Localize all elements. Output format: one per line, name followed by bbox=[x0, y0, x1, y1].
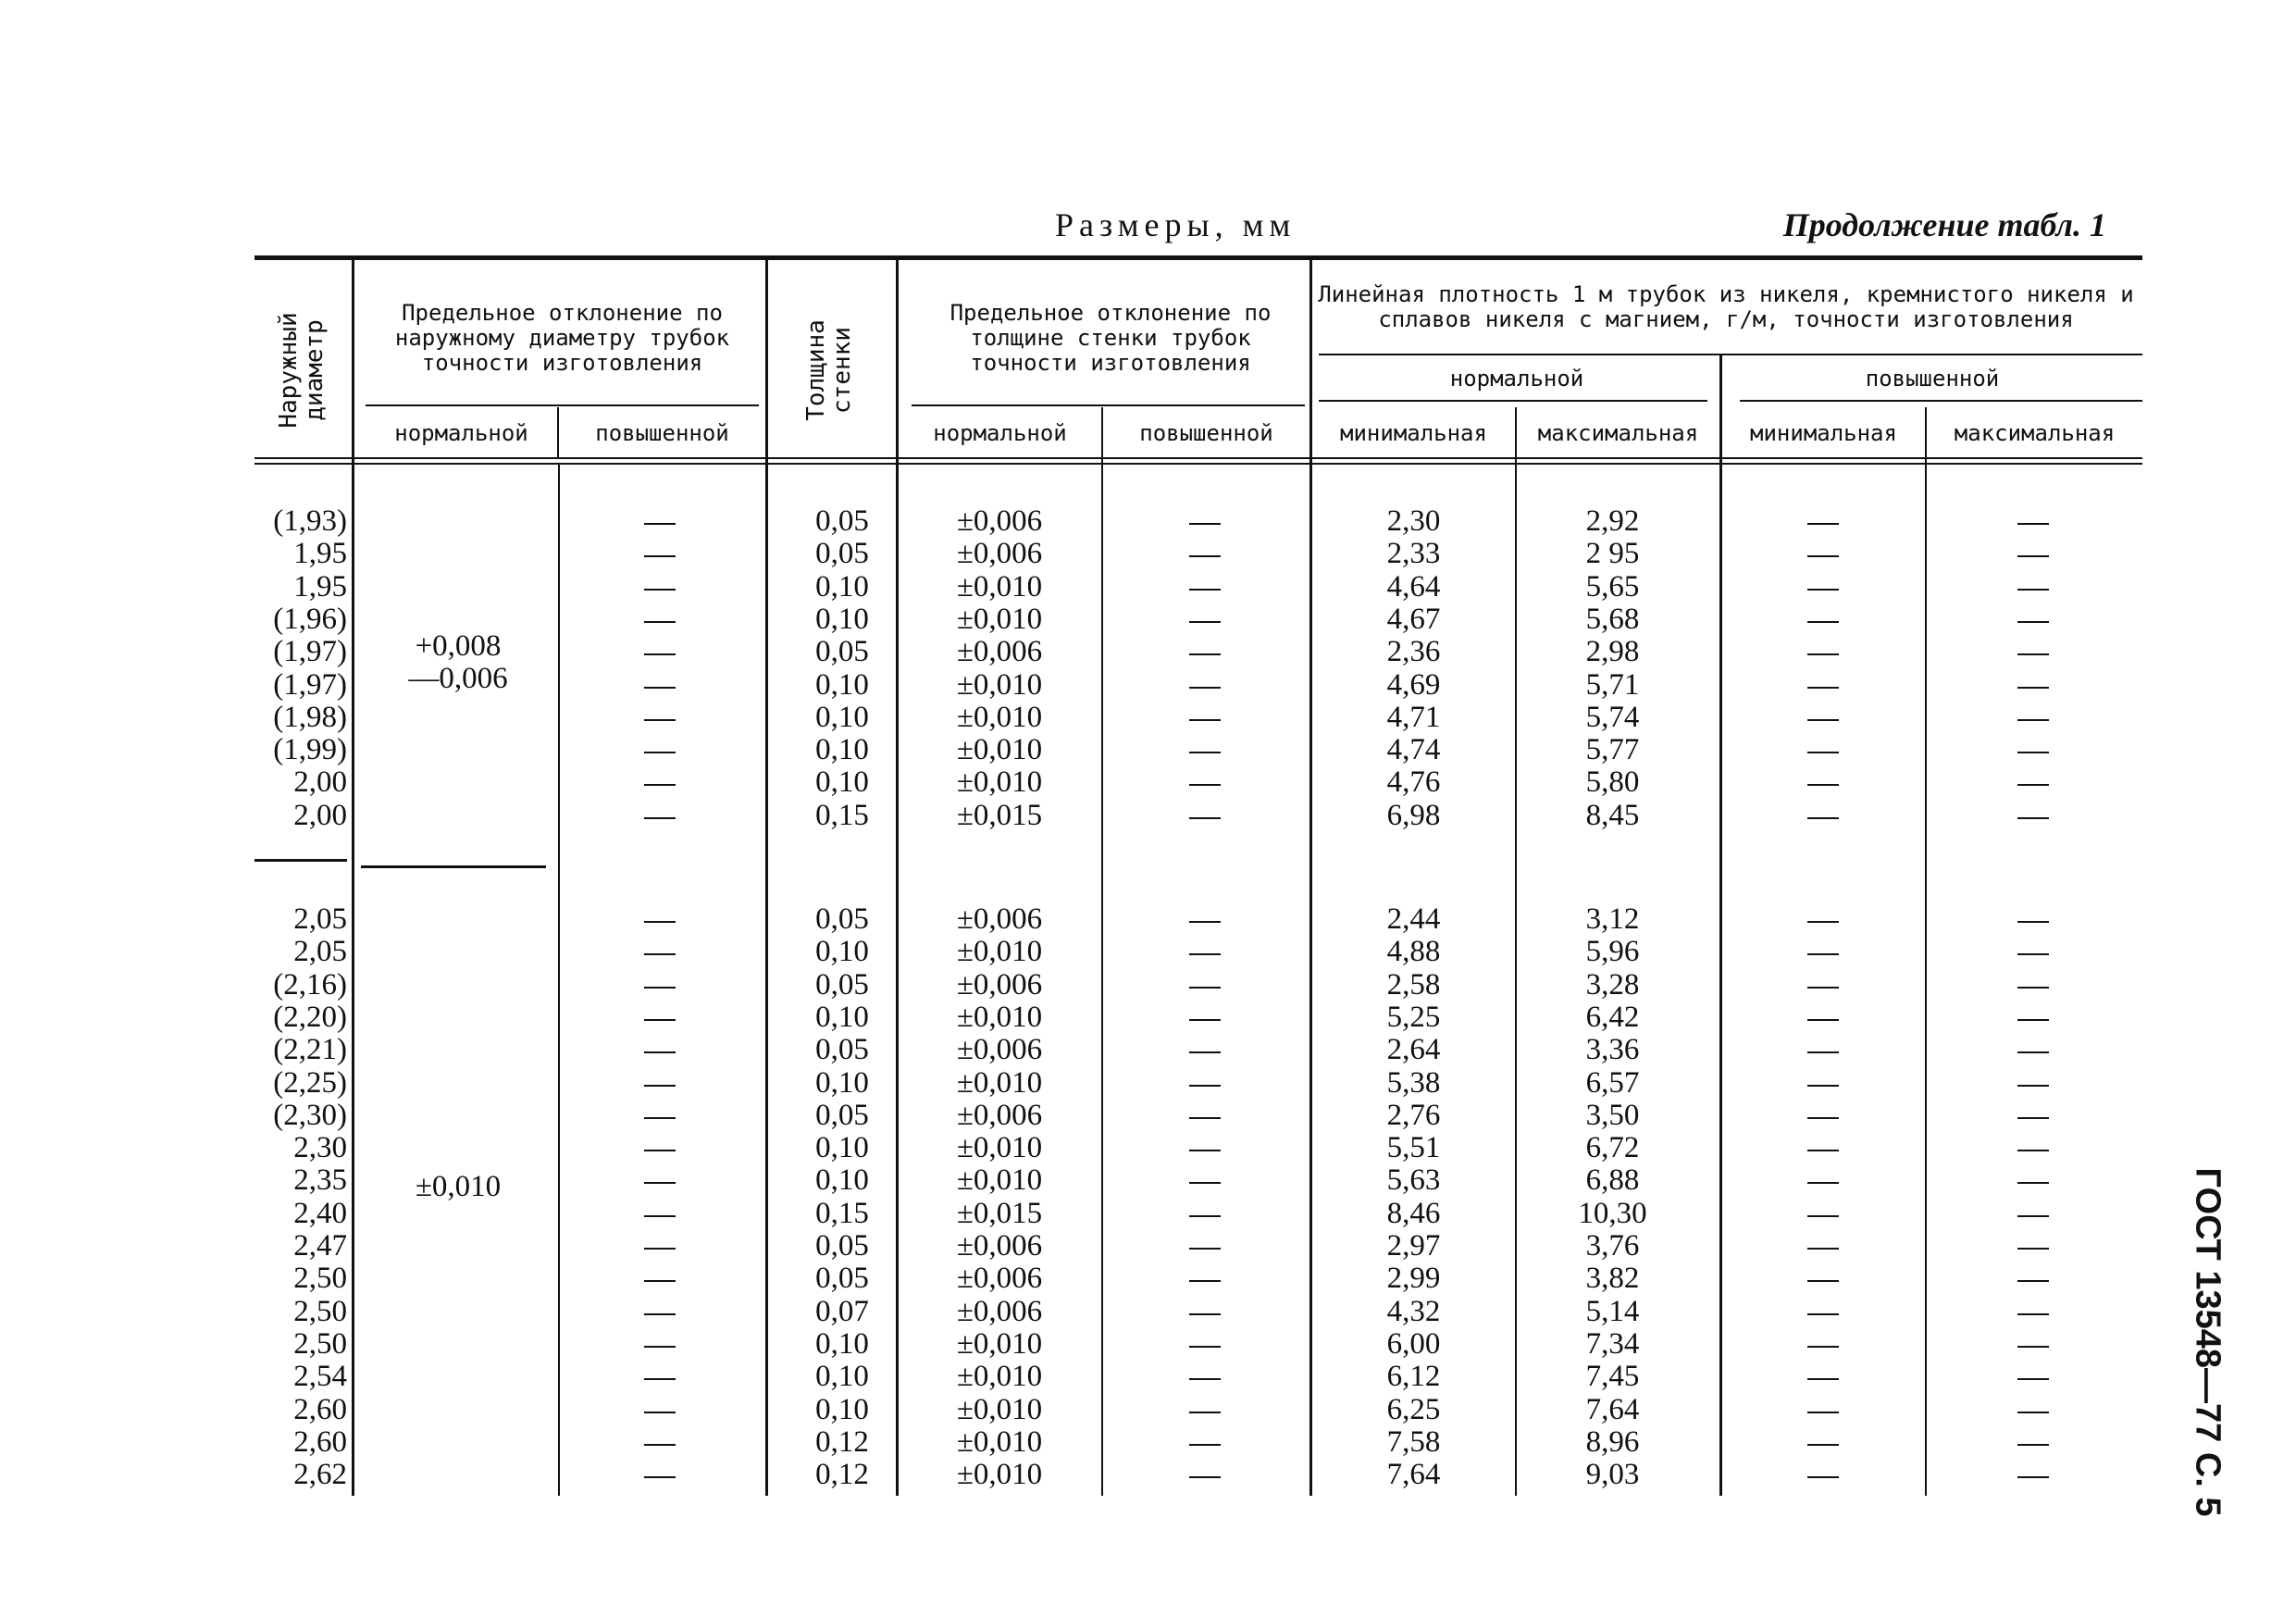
col-divider-dens-high-max bbox=[1925, 407, 1927, 1496]
header-density: Линейная плотность 1 м трубок из никеля, кремнистого никеля и сплавов никеля с магнием, г/м, точности изготовления bbox=[1318, 281, 2134, 332]
density-high-min-dash bbox=[1807, 1085, 1839, 1087]
density-normal-max-cell: 8,45 bbox=[1585, 798, 1640, 832]
wall-high-dash bbox=[1189, 653, 1221, 655]
wall-high-dash bbox=[1189, 817, 1221, 819]
density-high-min-dash bbox=[1807, 1117, 1839, 1119]
density-normal-min-cell: 6,25 bbox=[1386, 1392, 1441, 1426]
density-normal-max-cell: 5,68 bbox=[1585, 602, 1640, 636]
wall-deviation-cell: ±0,006 bbox=[956, 537, 1043, 571]
diameter-cell: 2,62 bbox=[293, 1458, 347, 1492]
density-normal-max-cell: 7,64 bbox=[1585, 1392, 1640, 1426]
side-page-label bbox=[2179, 1167, 2235, 1517]
diameter-cell: (1,97) bbox=[273, 635, 347, 669]
density-normal-min-cell: 2,64 bbox=[1386, 1033, 1441, 1067]
diameter-cell: 2,54 bbox=[293, 1360, 347, 1394]
density-high-min-dash bbox=[1807, 555, 1839, 557]
header-dens-normal-max: максимальная bbox=[1537, 419, 1699, 446]
density-high-min-dash bbox=[1807, 621, 1839, 623]
wall-high-dash bbox=[1189, 1085, 1221, 1087]
density-group-rule bbox=[1319, 354, 2142, 355]
density-high-max-dash bbox=[2017, 1444, 2049, 1446]
density-normal-min-cell: 8,46 bbox=[1386, 1196, 1441, 1230]
diameter-cell: 2,50 bbox=[293, 1326, 347, 1361]
diameter-cell: (2,21) bbox=[273, 1033, 347, 1067]
dens-high-rule bbox=[1740, 400, 2142, 402]
header-bottom-rule-1 bbox=[254, 457, 2142, 459]
density-high-min-dash bbox=[1807, 1280, 1839, 1282]
wall-cell: 0,05 bbox=[815, 1098, 869, 1132]
density-normal-max-cell: 6,57 bbox=[1585, 1065, 1640, 1100]
table-dimension-note: Размеры, мм bbox=[1055, 206, 1297, 243]
diameter-cell: (1,97) bbox=[273, 667, 347, 702]
wall-deviation-cell: ±0,006 bbox=[956, 1098, 1043, 1132]
density-normal-min-cell: 4,64 bbox=[1386, 569, 1441, 603]
density-high-min-dash bbox=[1807, 1444, 1839, 1446]
od-high-dash bbox=[644, 987, 676, 989]
density-normal-min-cell: 5,38 bbox=[1386, 1065, 1441, 1100]
od-high-dash bbox=[644, 719, 676, 721]
col-divider-od-high bbox=[558, 465, 560, 1496]
wall-high-dash bbox=[1189, 1051, 1221, 1053]
density-normal-min-cell: 6,12 bbox=[1386, 1360, 1441, 1394]
density-normal-max-cell: 5,96 bbox=[1585, 935, 1640, 969]
wall-high-dash bbox=[1189, 752, 1221, 753]
od-tolerance-group-1-line1: +0,008 bbox=[415, 629, 502, 663]
od-high-dash bbox=[644, 1476, 676, 1478]
diameter-cell: 2,60 bbox=[293, 1424, 347, 1459]
diameter-cell: 2,50 bbox=[293, 1294, 347, 1328]
density-high-max-dash bbox=[2017, 621, 2049, 623]
wall-cell: 0,10 bbox=[815, 667, 869, 702]
density-high-max-dash bbox=[2017, 1378, 2049, 1380]
density-normal-max-cell: 5,74 bbox=[1585, 700, 1640, 734]
od-high-dash bbox=[644, 1346, 676, 1348]
density-high-min-dash bbox=[1807, 1019, 1839, 1021]
od-high-dash bbox=[644, 1182, 676, 1184]
header-wall: Толщина стенки bbox=[802, 319, 856, 421]
diameter-cell: (1,93) bbox=[273, 504, 347, 538]
density-normal-max-cell: 3,12 bbox=[1585, 902, 1640, 936]
density-normal-max-cell: 6,88 bbox=[1585, 1163, 1640, 1198]
wall-cell: 0,10 bbox=[815, 1065, 869, 1100]
wall-cell: 0,05 bbox=[815, 967, 869, 1001]
density-high-max-dash bbox=[2017, 953, 2049, 955]
od-high-dash bbox=[644, 817, 676, 819]
density-normal-max-cell: 5,14 bbox=[1585, 1294, 1640, 1328]
density-high-max-dash bbox=[2017, 752, 2049, 753]
density-normal-min-cell: 7,64 bbox=[1386, 1458, 1441, 1492]
header-diameter: Наружный диаметр bbox=[275, 312, 329, 429]
col-divider-wall bbox=[765, 259, 768, 1496]
wall-deviation-cell: ±0,010 bbox=[956, 1000, 1043, 1034]
wall-high-dash bbox=[1189, 589, 1221, 591]
od-high-dash bbox=[644, 653, 676, 655]
od-high-dash bbox=[644, 784, 676, 786]
density-normal-max-cell: 5,80 bbox=[1585, 765, 1640, 800]
density-high-max-dash bbox=[2017, 1346, 2049, 1348]
density-normal-max-cell: 10,30 bbox=[1578, 1196, 1647, 1230]
diameter-cell: 2,00 bbox=[293, 798, 347, 832]
gost-page-number: ГОСТ 13548—77 С. 5 bbox=[2188, 1167, 2228, 1517]
col-divider-dens-high bbox=[1719, 354, 1722, 1496]
wall-high-dash bbox=[1189, 1346, 1221, 1348]
od-high-dash bbox=[644, 523, 676, 525]
wall-deviation-cell: ±0,010 bbox=[956, 733, 1043, 767]
wall-deviation-cell: ±0,010 bbox=[956, 1458, 1043, 1492]
density-normal-max-cell: 2,98 bbox=[1585, 635, 1640, 669]
density-high-min-dash bbox=[1807, 523, 1839, 525]
header-dens-normal-min: минимальная bbox=[1340, 419, 1487, 446]
density-high-min-dash bbox=[1807, 1150, 1839, 1151]
wall-deviation-cell: ±0,010 bbox=[956, 667, 1043, 702]
density-normal-min-cell: 5,25 bbox=[1386, 1000, 1441, 1034]
density-normal-min-cell: 4,67 bbox=[1386, 602, 1441, 636]
wall-high-dash bbox=[1189, 719, 1221, 721]
od-high-dash bbox=[644, 752, 676, 753]
density-high-min-dash bbox=[1807, 589, 1839, 591]
od-tolerance-group-2: ±0,010 bbox=[415, 1170, 502, 1203]
col-divider-diameter bbox=[352, 259, 354, 1496]
density-normal-max-cell: 7,34 bbox=[1585, 1326, 1640, 1361]
density-high-min-dash bbox=[1807, 752, 1839, 753]
density-high-max-dash bbox=[2017, 1313, 2049, 1315]
od-high-dash bbox=[644, 1378, 676, 1380]
density-normal-min-cell: 5,51 bbox=[1386, 1131, 1441, 1165]
wall-cell: 0,15 bbox=[815, 1196, 869, 1230]
wall-cell: 0,10 bbox=[815, 1326, 869, 1361]
header-bottom-rule-2 bbox=[254, 463, 2142, 465]
wall-high-dash bbox=[1189, 1444, 1221, 1446]
od-subheader-rule bbox=[366, 404, 759, 406]
wall-deviation-cell: ±0,006 bbox=[956, 1229, 1043, 1263]
density-high-max-dash bbox=[2017, 1248, 2049, 1250]
wall-high-dash bbox=[1189, 1280, 1221, 1282]
wall-deviation-cell: ±0,006 bbox=[956, 1294, 1043, 1328]
density-high-max-dash bbox=[2017, 719, 2049, 721]
header-dens-normal: нормальной bbox=[1449, 365, 1584, 392]
wall-cell: 0,10 bbox=[815, 733, 869, 767]
wall-cell: 0,10 bbox=[815, 935, 869, 969]
density-high-max-dash bbox=[2017, 653, 2049, 655]
density-high-max-dash bbox=[2017, 1215, 2049, 1217]
density-normal-max-cell: 8,96 bbox=[1585, 1424, 1640, 1459]
wall-high-dash bbox=[1189, 621, 1221, 623]
density-high-min-dash bbox=[1807, 921, 1839, 923]
diameter-cell: 2,05 bbox=[293, 902, 347, 936]
wall-deviation-cell: ±0,006 bbox=[956, 967, 1043, 1001]
density-high-max-dash bbox=[2017, 1019, 2049, 1021]
header-wall-high: повышенной bbox=[1139, 419, 1273, 446]
density-normal-max-cell: 3,50 bbox=[1585, 1098, 1640, 1132]
density-high-min-dash bbox=[1807, 1346, 1839, 1348]
od-high-dash bbox=[644, 1444, 676, 1446]
diameter-cell: 2,00 bbox=[293, 765, 347, 800]
group-separator-left bbox=[254, 859, 347, 862]
wall-high-dash bbox=[1189, 1117, 1221, 1119]
diameter-cell: 2,30 bbox=[293, 1131, 347, 1165]
od-high-dash bbox=[644, 921, 676, 923]
wall-deviation-cell: ±0,010 bbox=[956, 1424, 1043, 1459]
diameter-cell: (2,30) bbox=[273, 1098, 347, 1132]
density-normal-min-cell: 7,58 bbox=[1386, 1424, 1441, 1459]
density-normal-max-cell: 9,03 bbox=[1585, 1458, 1640, 1492]
density-high-min-dash bbox=[1807, 1248, 1839, 1250]
density-normal-max-cell: 5,71 bbox=[1585, 667, 1640, 702]
diameter-cell: 2,47 bbox=[293, 1229, 347, 1263]
wall-deviation-cell: ±0,010 bbox=[956, 569, 1043, 603]
density-high-min-dash bbox=[1807, 817, 1839, 819]
od-tolerance-group-1-line2: —0,006 bbox=[408, 662, 508, 695]
wall-high-dash bbox=[1189, 1412, 1221, 1413]
density-normal-max-cell: 3,36 bbox=[1585, 1033, 1640, 1067]
density-high-max-dash bbox=[2017, 555, 2049, 557]
density-high-min-dash bbox=[1807, 1051, 1839, 1053]
diameter-cell: 2,60 bbox=[293, 1392, 347, 1426]
wall-deviation-cell: ±0,010 bbox=[956, 1131, 1043, 1165]
wall-deviation-cell: ±0,010 bbox=[956, 1163, 1043, 1198]
wall-deviation-cell: ±0,010 bbox=[956, 1326, 1043, 1361]
group-separator-mid bbox=[361, 865, 546, 868]
density-high-max-dash bbox=[2017, 1182, 2049, 1184]
od-high-dash bbox=[644, 555, 676, 557]
wall-high-dash bbox=[1189, 1476, 1221, 1478]
density-high-min-dash bbox=[1807, 784, 1839, 786]
diameter-cell: 2,35 bbox=[293, 1163, 347, 1198]
density-high-min-dash bbox=[1807, 719, 1839, 721]
table-top-rule bbox=[254, 255, 2142, 260]
wall-deviation-cell: ±0,010 bbox=[956, 765, 1043, 800]
density-normal-min-cell: 2,36 bbox=[1386, 635, 1441, 669]
wall-cell: 0,05 bbox=[815, 504, 869, 538]
header-od-normal: нормальной bbox=[394, 419, 528, 446]
col-divider-wall-high bbox=[1101, 407, 1103, 1496]
density-normal-max-cell: 2 95 bbox=[1585, 537, 1640, 571]
wall-high-dash bbox=[1189, 1215, 1221, 1217]
density-high-max-dash bbox=[2017, 784, 2049, 786]
density-normal-max-cell: 3,28 bbox=[1585, 967, 1640, 1001]
wall-deviation-cell: ±0,006 bbox=[956, 1262, 1043, 1296]
density-high-max-dash bbox=[2017, 1476, 2049, 1478]
diameter-cell: (1,96) bbox=[273, 602, 347, 636]
density-high-max-dash bbox=[2017, 817, 2049, 819]
wall-subheader-rule bbox=[912, 404, 1305, 406]
header-wall-deviation: Предельное отклонение по толщине стенки трубок точности изготовления bbox=[949, 299, 1272, 376]
density-high-min-dash bbox=[1807, 1313, 1839, 1315]
density-high-max-dash bbox=[2017, 523, 2049, 525]
wall-deviation-cell: ±0,010 bbox=[956, 700, 1043, 734]
od-high-dash bbox=[644, 1019, 676, 1021]
od-high-dash bbox=[644, 1313, 676, 1315]
diameter-cell: (1,98) bbox=[273, 700, 347, 734]
od-high-dash bbox=[644, 1051, 676, 1053]
density-normal-min-cell: 4,74 bbox=[1386, 733, 1441, 767]
wall-cell: 0,05 bbox=[815, 635, 869, 669]
density-high-max-dash bbox=[2017, 921, 2049, 923]
od-high-dash bbox=[644, 687, 676, 689]
wall-cell: 0,15 bbox=[815, 798, 869, 832]
wall-cell: 0,05 bbox=[815, 1229, 869, 1263]
density-high-max-dash bbox=[2017, 1150, 2049, 1151]
density-normal-min-cell: 2,97 bbox=[1386, 1229, 1441, 1263]
od-high-dash bbox=[644, 1412, 676, 1413]
density-high-min-dash bbox=[1807, 987, 1839, 989]
wall-cell: 0,10 bbox=[815, 765, 869, 800]
wall-deviation-cell: ±0,010 bbox=[956, 1360, 1043, 1394]
od-high-dash bbox=[644, 589, 676, 591]
header-dens-high: повышенной bbox=[1865, 365, 2000, 392]
diameter-cell: 1,95 bbox=[293, 569, 347, 603]
wall-deviation-cell: ±0,010 bbox=[956, 935, 1043, 969]
od-high-dash bbox=[644, 1215, 676, 1217]
wall-cell: 0,10 bbox=[815, 1131, 869, 1165]
wall-cell: 0,10 bbox=[815, 602, 869, 636]
diameter-cell: 1,95 bbox=[293, 537, 347, 571]
wall-deviation-cell: ±0,006 bbox=[956, 902, 1043, 936]
wall-deviation-cell: ±0,010 bbox=[956, 1392, 1043, 1426]
density-normal-min-cell: 4,76 bbox=[1386, 765, 1441, 800]
wall-high-dash bbox=[1189, 687, 1221, 689]
wall-cell: 0,10 bbox=[815, 1360, 869, 1394]
density-high-max-dash bbox=[2017, 987, 2049, 989]
density-normal-min-cell: 2,33 bbox=[1386, 537, 1441, 571]
density-normal-min-cell: 2,44 bbox=[1386, 902, 1441, 936]
wall-cell: 0,10 bbox=[815, 569, 869, 603]
density-normal-max-cell: 6,72 bbox=[1585, 1131, 1640, 1165]
density-high-max-dash bbox=[2017, 1117, 2049, 1119]
diameter-cell: 2,40 bbox=[293, 1196, 347, 1230]
density-high-min-dash bbox=[1807, 1378, 1839, 1380]
density-normal-min-cell: 5,63 bbox=[1386, 1163, 1441, 1198]
wall-cell: 0,05 bbox=[815, 1262, 869, 1296]
od-high-dash bbox=[644, 953, 676, 955]
header-wall-normal: нормальной bbox=[933, 419, 1067, 446]
diameter-cell: (2,20) bbox=[273, 1000, 347, 1034]
wall-high-dash bbox=[1189, 784, 1221, 786]
header-dens-high-min: минимальная bbox=[1750, 419, 1897, 446]
density-normal-min-cell: 4,88 bbox=[1386, 935, 1441, 969]
wall-high-dash bbox=[1189, 1378, 1221, 1380]
diameter-cell: (2,25) bbox=[273, 1065, 347, 1100]
od-high-dash bbox=[644, 1085, 676, 1087]
density-normal-max-cell: 5,65 bbox=[1585, 569, 1640, 603]
density-high-min-dash bbox=[1807, 1412, 1839, 1413]
density-high-min-dash bbox=[1807, 653, 1839, 655]
density-high-max-dash bbox=[2017, 1051, 2049, 1053]
density-normal-max-cell: 2,92 bbox=[1585, 504, 1640, 538]
density-high-max-dash bbox=[2017, 1280, 2049, 1282]
table-continuation-label: Продолжение табл. 1 bbox=[1782, 206, 2106, 243]
density-high-max-dash bbox=[2017, 687, 2049, 689]
density-high-min-dash bbox=[1807, 953, 1839, 955]
density-high-max-dash bbox=[2017, 1412, 2049, 1413]
wall-deviation-cell: ±0,006 bbox=[956, 635, 1043, 669]
header-od-deviation: Предельное отклонение по наружному диаметру трубок точности изготовления bbox=[394, 299, 730, 376]
wall-deviation-cell: ±0,015 bbox=[956, 798, 1043, 832]
od-high-dash bbox=[644, 1280, 676, 1282]
diameter-cell: 2,50 bbox=[293, 1262, 347, 1296]
header-dens-high-max: максимальная bbox=[1954, 419, 2116, 446]
density-normal-min-cell: 6,00 bbox=[1386, 1326, 1441, 1361]
density-high-min-dash bbox=[1807, 1182, 1839, 1184]
wall-cell: 0,12 bbox=[815, 1424, 869, 1459]
wall-high-dash bbox=[1189, 987, 1221, 989]
wall-high-dash bbox=[1189, 1313, 1221, 1315]
wall-high-dash bbox=[1189, 523, 1221, 525]
density-normal-min-cell: 2,99 bbox=[1386, 1262, 1441, 1296]
diameter-cell: 2,05 bbox=[293, 935, 347, 969]
density-normal-min-cell: 6,98 bbox=[1386, 798, 1441, 832]
density-normal-min-cell: 2,30 bbox=[1386, 504, 1441, 538]
wall-deviation-cell: ±0,015 bbox=[956, 1196, 1043, 1230]
od-high-dash bbox=[644, 1150, 676, 1151]
density-high-min-dash bbox=[1807, 687, 1839, 689]
wall-high-dash bbox=[1189, 1019, 1221, 1021]
density-normal-min-cell: 2,76 bbox=[1386, 1098, 1441, 1132]
density-normal-max-cell: 3,76 bbox=[1585, 1229, 1640, 1263]
density-normal-max-cell: 6,42 bbox=[1585, 1000, 1640, 1034]
density-normal-max-cell: 7,45 bbox=[1585, 1360, 1640, 1394]
wall-high-dash bbox=[1189, 953, 1221, 955]
density-normal-min-cell: 4,71 bbox=[1386, 700, 1441, 734]
wall-deviation-cell: ±0,010 bbox=[956, 602, 1043, 636]
wall-deviation-cell: ±0,006 bbox=[956, 1033, 1043, 1067]
od-high-dash bbox=[644, 1117, 676, 1119]
wall-high-dash bbox=[1189, 1182, 1221, 1184]
col-divider-dens-normal-max bbox=[1515, 407, 1517, 1496]
wall-high-dash bbox=[1189, 921, 1221, 923]
od-high-dash bbox=[644, 1248, 676, 1250]
diameter-cell: (2,16) bbox=[273, 967, 347, 1001]
wall-cell: 0,07 bbox=[815, 1294, 869, 1328]
density-high-max-dash bbox=[2017, 589, 2049, 591]
dens-normal-rule bbox=[1319, 400, 1707, 402]
wall-cell: 0,10 bbox=[815, 700, 869, 734]
density-high-min-dash bbox=[1807, 1476, 1839, 1478]
density-normal-min-cell: 4,69 bbox=[1386, 667, 1441, 702]
density-normal-min-cell: 2,58 bbox=[1386, 967, 1441, 1001]
wall-cell: 0,05 bbox=[815, 537, 869, 571]
wall-cell: 0,10 bbox=[815, 1392, 869, 1426]
header-od-high: повышенной bbox=[595, 419, 729, 446]
density-normal-min-cell: 4,32 bbox=[1386, 1294, 1441, 1328]
wall-cell: 0,05 bbox=[815, 1033, 869, 1067]
wall-cell: 0,10 bbox=[815, 1000, 869, 1034]
diameter-cell: (1,99) bbox=[273, 733, 347, 767]
wall-high-dash bbox=[1189, 1248, 1221, 1250]
wall-deviation-cell: ±0,010 bbox=[956, 1065, 1043, 1100]
wall-cell: 0,10 bbox=[815, 1163, 869, 1198]
wall-deviation-cell: ±0,006 bbox=[956, 504, 1043, 538]
od-high-dash bbox=[644, 621, 676, 623]
wall-high-dash bbox=[1189, 1150, 1221, 1151]
wall-high-dash bbox=[1189, 555, 1221, 557]
wall-cell: 0,12 bbox=[815, 1458, 869, 1492]
density-high-max-dash bbox=[2017, 1085, 2049, 1087]
density-high-min-dash bbox=[1807, 1215, 1839, 1217]
wall-cell: 0,05 bbox=[815, 902, 869, 936]
density-normal-max-cell: 3,82 bbox=[1585, 1262, 1640, 1296]
density-normal-max-cell: 5,77 bbox=[1585, 733, 1640, 767]
